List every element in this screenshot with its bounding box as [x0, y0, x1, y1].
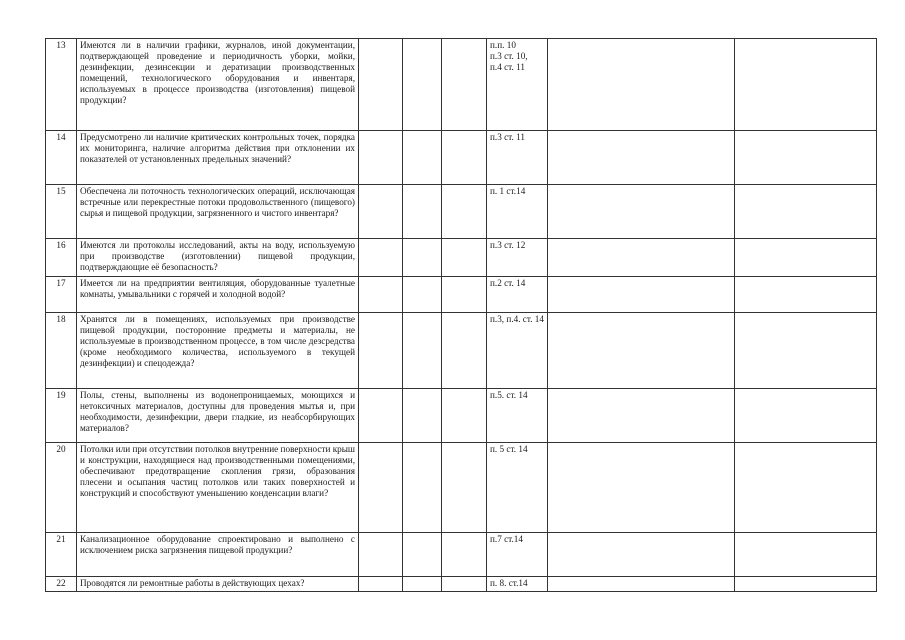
row-number: 20 [46, 443, 77, 533]
question-text: Предусмотрено ли наличие критических контрольных точек, порядка их мониторинга, наличие алгоритма действия при отклонении их показателей от установленных предельных значений? [77, 131, 359, 185]
notes-cell [735, 443, 877, 533]
answer-no-cell [403, 277, 442, 313]
row-number: 17 [46, 277, 77, 313]
requirement-reference: п.3 ст. 12 [487, 239, 548, 277]
answer-no-cell [403, 185, 442, 239]
requirement-reference: п.7 ст.14 [487, 533, 548, 577]
requirement-document-cell [548, 277, 735, 313]
answer-no-cell [403, 39, 442, 131]
table-row [46, 443, 877, 533]
requirement-document-cell [548, 131, 735, 185]
answer-na-cell [442, 239, 487, 277]
answer-na-cell [442, 389, 487, 443]
answer-yes-cell [359, 533, 403, 577]
row-number: 13 [46, 39, 77, 131]
requirement-document-cell [548, 313, 735, 389]
requirement-reference: п.5. ст. 14 [487, 389, 548, 443]
row-number: 19 [46, 389, 77, 443]
answer-na-cell [442, 313, 487, 389]
row-number: 16 [46, 239, 77, 277]
requirement-document-cell [548, 39, 735, 131]
answer-no-cell [403, 313, 442, 389]
requirement-reference: п.3, п.4. ст. 14 [487, 313, 548, 389]
table-row [46, 277, 877, 313]
question-text: Имеются ли протоколы исследований, акты на воду, используемую при производстве (изготовлении) пищевой продукции, подтверждающие её безопасность? [77, 239, 359, 277]
table-row [46, 239, 877, 277]
answer-na-cell [442, 39, 487, 131]
notes-cell [735, 313, 877, 389]
answer-na-cell [442, 443, 487, 533]
answer-yes-cell [359, 131, 403, 185]
row-number: 18 [46, 313, 77, 389]
notes-cell [735, 185, 877, 239]
notes-cell [735, 39, 877, 131]
question-text: Полы, стены, выполнены из водонепроницаемых, моющихся и нетоксичных материалов, доступны для проведения мытья и, при необходимости, дезинфекции, двери гладкие, из неабсорбирующих материалов? [77, 389, 359, 443]
table-row [46, 131, 877, 185]
answer-no-cell [403, 389, 442, 443]
notes-cell [735, 389, 877, 443]
notes-cell [735, 131, 877, 185]
row-number: 21 [46, 533, 77, 577]
requirement-reference: п. 1 ст.14 [487, 185, 548, 239]
notes-cell [735, 577, 877, 592]
answer-yes-cell [359, 443, 403, 533]
table-row [46, 577, 877, 592]
answer-no-cell [403, 131, 442, 185]
table-row [46, 313, 877, 389]
requirement-document-cell [548, 185, 735, 239]
notes-cell [735, 533, 877, 577]
table-row [46, 533, 877, 577]
requirement-reference: п. 5 ст. 14 [487, 443, 548, 533]
requirement-reference: п.п. 10 п.3 ст. 10, п.4 ст. 11 [487, 39, 548, 131]
requirement-document-cell [548, 239, 735, 277]
requirement-document-cell [548, 389, 735, 443]
answer-na-cell [442, 277, 487, 313]
answer-na-cell [442, 533, 487, 577]
requirement-document-cell [548, 577, 735, 592]
requirement-reference: п.2 ст. 14 [487, 277, 548, 313]
answer-na-cell [442, 131, 487, 185]
answer-yes-cell [359, 239, 403, 277]
row-number: 15 [46, 185, 77, 239]
question-text: Канализационное оборудование спроектировано и выполнено с исключением риска загрязнения пищевой продукции? [77, 533, 359, 577]
answer-na-cell [442, 185, 487, 239]
row-number: 22 [46, 577, 77, 592]
answer-yes-cell [359, 389, 403, 443]
question-text: Хранятся ли в помещениях, используемых при производстве пищевой продукции, посторонние предметы и материалы, не используемые в производственном процессе, в том числе дезсредства (кроме необходимого количества, используемого в текущей дезинфекции) и спецодежда? [77, 313, 359, 389]
checklist-table [45, 38, 877, 592]
requirement-reference: п.3 ст. 11 [487, 131, 548, 185]
answer-yes-cell [359, 277, 403, 313]
question-text: Обеспечена ли поточность технологических операций, исключающая встречные или перекрестные потоки продовольственного (пищевого) сырья и пищевой продукции, загрязненного и чистого инвентаря? [77, 185, 359, 239]
answer-no-cell [403, 239, 442, 277]
row-number: 14 [46, 131, 77, 185]
answer-no-cell [403, 443, 442, 533]
answer-no-cell [403, 533, 442, 577]
answer-yes-cell [359, 185, 403, 239]
table-row [46, 185, 877, 239]
requirement-reference: п. 8. ст.14 [487, 577, 548, 592]
notes-cell [735, 277, 877, 313]
answer-na-cell [442, 577, 487, 592]
question-text: Потолки или при отсутствии потолков внутренние поверхности крыш и конструкции, находящиеся над производственными помещениями, обеспечивают предотвращение скопления грязи, образования плесени и осыпания частиц потолков или таких поверхностей и конструкций и способствуют уменьшению конденсации влаги? [77, 443, 359, 533]
requirement-document-cell [548, 443, 735, 533]
answer-yes-cell [359, 39, 403, 131]
question-text: Проводятся ли ремонтные работы в действующих цехах? [77, 577, 359, 592]
question-text: Имеется ли на предприятии вентиляция, оборудованные туалетные комнаты, умывальники с горячей и холодной водой? [77, 277, 359, 313]
answer-yes-cell [359, 313, 403, 389]
question-text: Имеются ли в наличии графики, журналов, иной документации, подтверждающей проведение и периодичность уборки, мойки, дезинфекции, дезинсекции и дератизации производственных помещений, технологического оборудования и инвентаря, используемых в процессе производства (изготовления) пищевой продукции? [77, 39, 359, 131]
answer-yes-cell [359, 577, 403, 592]
table-row [46, 389, 877, 443]
notes-cell [735, 239, 877, 277]
requirement-document-cell [548, 533, 735, 577]
table-row [46, 39, 877, 131]
answer-no-cell [403, 577, 442, 592]
